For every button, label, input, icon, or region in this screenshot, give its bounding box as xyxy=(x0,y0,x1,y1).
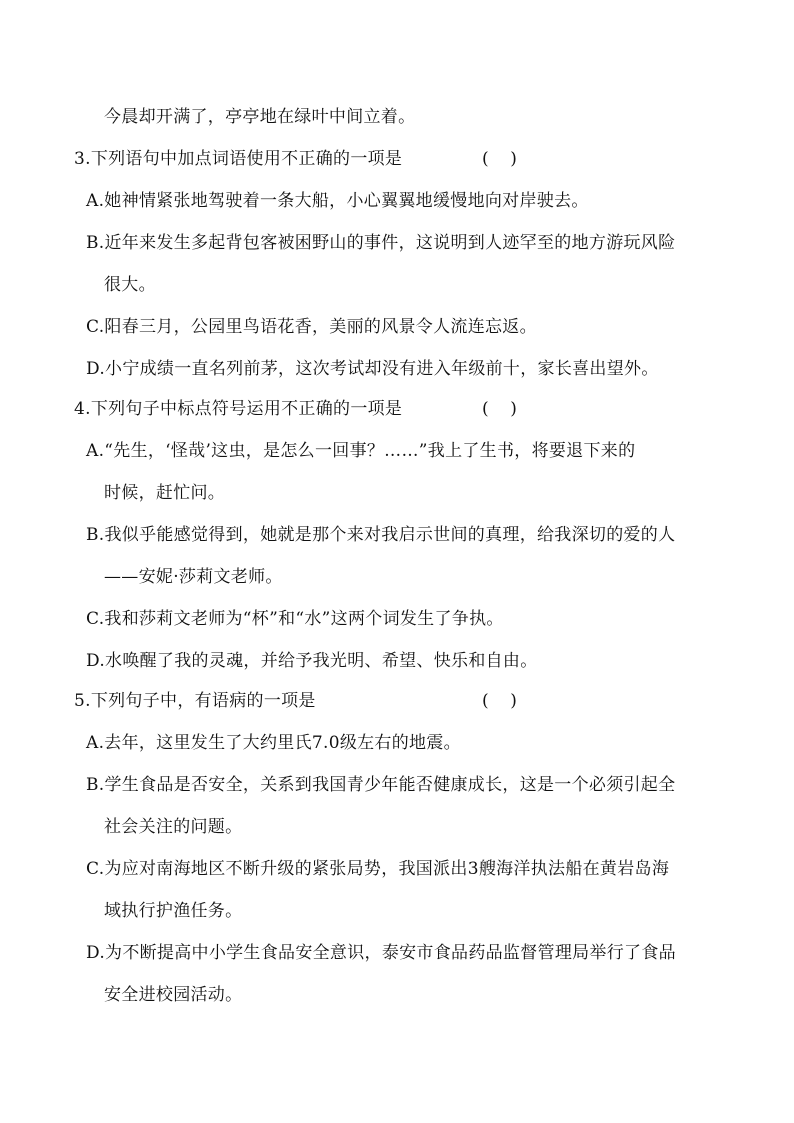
question-4-answer-bracket[interactable]: ( ) xyxy=(482,399,517,419)
question-3-option-c: C.阳春三月，公园里鸟语花香，美丽的风景令人流连忘返。 xyxy=(86,317,537,337)
continuation-text: 今晨却开满了，亭亭地在绿叶中间立着。 xyxy=(104,107,416,127)
question-5-stem: 5.下列句子中，有语病的一项是 xyxy=(74,691,316,711)
question-3-option-a: A.她神情紧张地驾驶着一条大船，小心翼翼地缓慢地向对岸驶去。 xyxy=(86,191,589,211)
question-5-option-b-cont: 社会关注的问题。 xyxy=(104,817,243,837)
question-4-option-b: B.我似乎能感觉得到，她就是那个来对我启示世间的真理，给我深切的爱的人 xyxy=(86,525,676,545)
question-5-option-a: A.去年，这里发生了大约里氏7.0级左右的地震。 xyxy=(86,733,461,753)
question-5-answer-bracket[interactable]: ( ) xyxy=(482,691,517,711)
question-5-option-c: C.为应对南海地区不断升级的紧张局势，我国派出3艘海洋执法船在黄岩岛海 xyxy=(86,859,670,879)
question-4-option-d: D.水唤醒了我的灵魂，并给予我光明、希望、快乐和自由。 xyxy=(86,651,538,671)
question-5-option-b: B.学生食品是否安全，关系到我国青少年能否健康成长，这是一个必须引起全 xyxy=(86,775,676,795)
question-3-option-b: B.近年来发生多起背包客被困野山的事件，这说明到人迹罕至的地方游玩风险 xyxy=(86,233,676,253)
question-3-answer-bracket[interactable]: ( ) xyxy=(482,149,517,169)
question-5-option-c-cont: 域执行护渔任务。 xyxy=(104,901,243,921)
question-3-option-d: D.小宁成绩一直名列前茅，这次考试却没有进入年级前十，家长喜出望外。 xyxy=(86,359,659,379)
question-4-option-a-cont: 时候，赶忙问。 xyxy=(104,483,226,503)
question-4-option-c: C.我和莎莉文老师为“杯”和“水”这两个词发生了争执。 xyxy=(86,609,504,629)
question-4-option-a: A.“先生，‘怪哉’这虫，是怎么一回事？……”我上了生书，将要退下来的 xyxy=(86,441,636,461)
question-3-stem: 3.下列语句中加点词语使用不正确的一项是 xyxy=(74,149,403,169)
question-5-option-d-cont: 安全进校园活动。 xyxy=(104,985,243,1005)
question-4-stem: 4.下列句子中标点符号运用不正确的一项是 xyxy=(74,399,403,419)
question-4-option-b-cont: ——安妮·莎莉文老师。 xyxy=(104,567,283,587)
question-5-option-d: D.为不断提高中小学生食品安全意识，泰安市食品药品监督管理局举行了食品 xyxy=(86,943,676,963)
question-3-option-b-cont: 很大。 xyxy=(104,275,156,295)
